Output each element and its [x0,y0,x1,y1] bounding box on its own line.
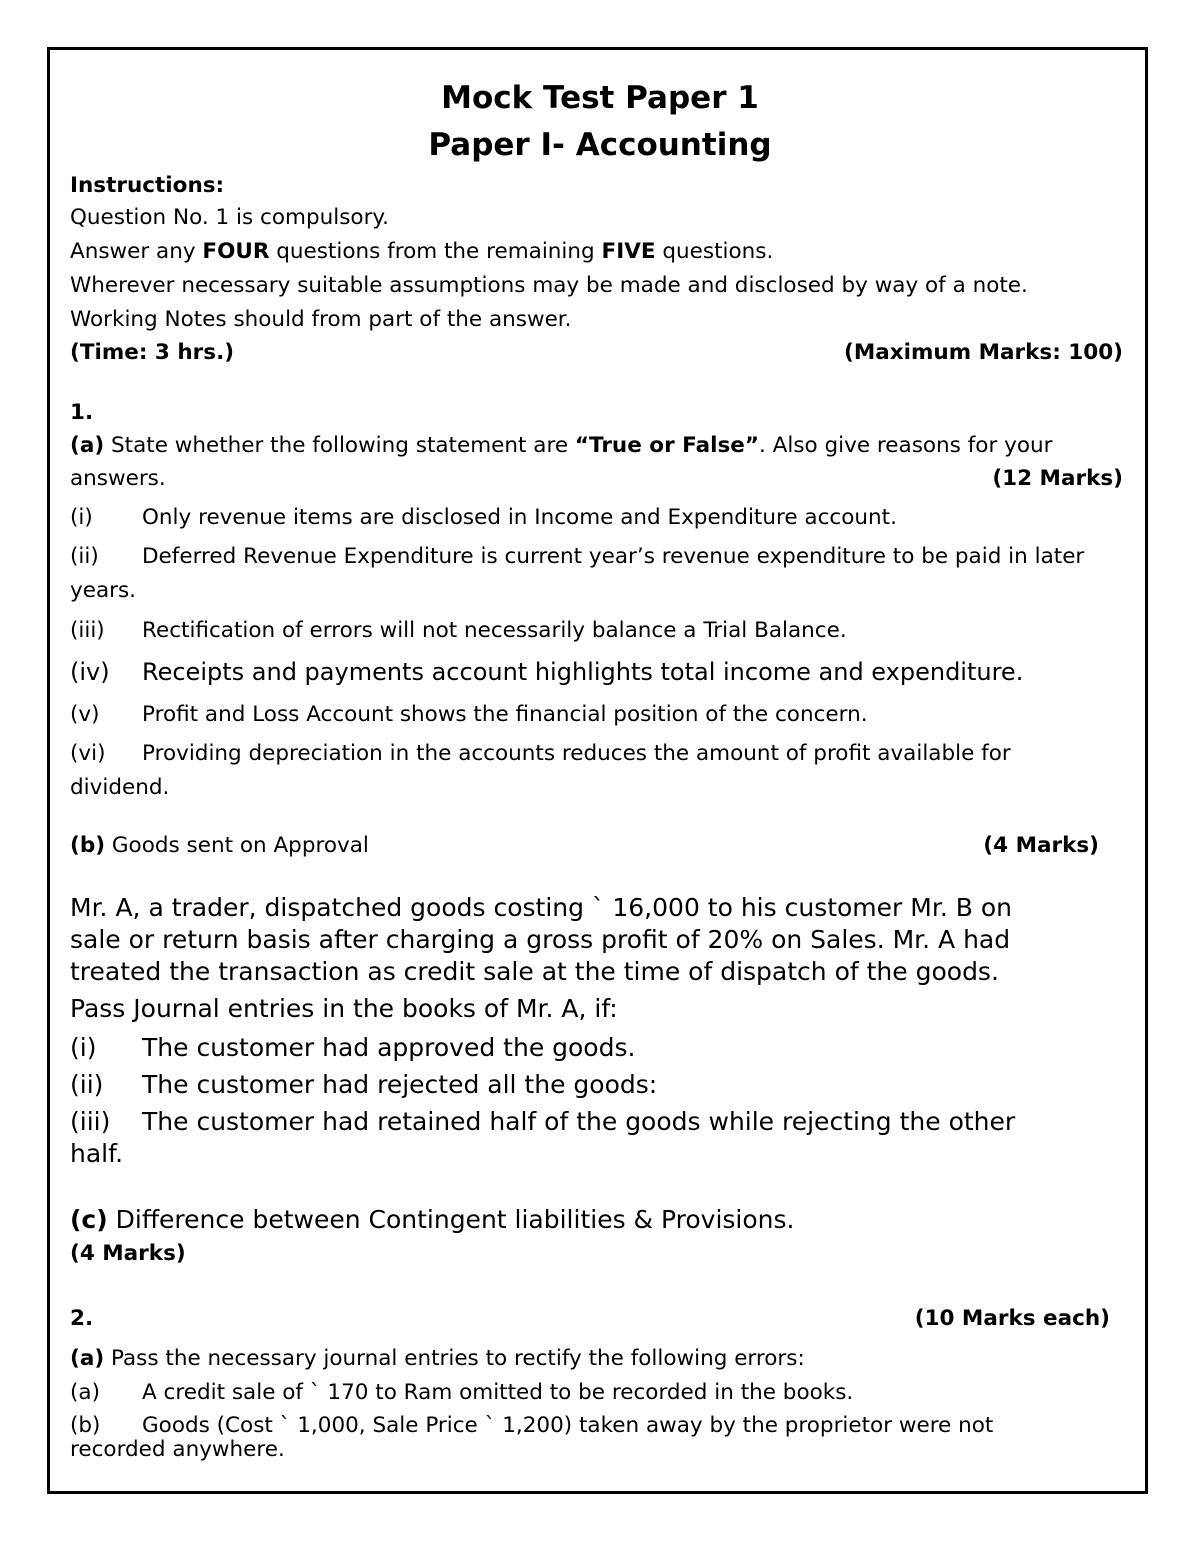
question-1b: (b) Goods sent on Approval [70,833,369,858]
question-1a-marks: (12 Marks) [992,466,1123,491]
instructions-heading: Instructions: [70,173,225,198]
list-item: (a) A credit sale of ` 170 to Ram omitted to be recorded in the books. [70,1380,854,1405]
question-number: 1. [70,400,94,425]
list-item-cont: half. [70,1139,124,1168]
list-item: (ii) The customer had rejected all the goods: [70,1070,658,1099]
paragraph-line: treated the transaction as credit sale at the time of dispatch of the goods. [70,957,999,986]
paragraph-line: sale or return basis after charging a gross profit of 20% on Sales. Mr. A had [70,925,1011,954]
time-allowed: (Time: 3 hrs.) [70,340,235,365]
list-item-cont: recorded anywhere. [70,1437,285,1462]
instruction-line: Answer any FOUR questions from the remaining FIVE questions. [70,239,774,264]
question-1b-marks: (4 Marks) [983,833,1099,858]
list-item: (v) Profit and Loss Account shows the financial position of the concern. [70,702,868,727]
list-item: (iv) Receipts and payments account highlights total income and expenditure. [70,658,1024,686]
list-item: (ii) Deferred Revenue Expenditure is current year’s revenue expenditure to be paid in later [70,544,1085,569]
paper-title: Mock Test Paper 1 [441,80,759,116]
question-2a: (a) Pass the necessary journal entries to rectify the following errors: [70,1346,805,1371]
question-1a: (a) State whether the following statement are “True or False”. Also give reasons for your [70,433,1053,458]
list-item: (i) The customer had approved the goods. [70,1033,636,1062]
question-2-marks: (10 Marks each) [914,1306,1110,1331]
list-item: (b) Goods (Cost ` 1,000, Sale Price ` 1,200) taken away by the proprietor were not [70,1413,994,1438]
question-1c-marks: (4 Marks) [70,1241,186,1266]
instruction-line: Working Notes should from part of the answer. [70,307,572,332]
paragraph-line: Mr. A, a trader, dispatched goods costing ` 16,000 to his customer Mr. B on [70,893,1012,922]
list-item-cont: years. [70,578,137,603]
list-item: (vi) Providing depreciation in the accounts reduces the amount of profit available for [70,741,1011,766]
question-number: 2. [70,1306,94,1331]
question-1c: (c) Difference between Contingent liabilities & Provisions. [70,1205,795,1234]
paper-subtitle: Paper I- Accounting [428,127,772,163]
list-item: (iii) Rectification of errors will not necessarily balance a Trial Balance. [70,618,847,643]
instruction-line: Wherever necessary suitable assumptions may be made and disclosed by way of a note. [70,273,1028,298]
question-1a-cont: answers. [70,466,166,491]
list-item-cont: dividend. [70,775,170,800]
list-item: (iii) The customer had retained half of the goods while rejecting the other [70,1107,1016,1136]
paragraph-line: Pass Journal entries in the books of Mr. A, if: [70,994,618,1023]
instruction-line: Question No. 1 is compulsory. [70,205,389,230]
maximum-marks: (Maximum Marks: 100) [844,340,1123,365]
list-item: (i) Only revenue items are disclosed in Income and Expenditure account. [70,505,897,530]
